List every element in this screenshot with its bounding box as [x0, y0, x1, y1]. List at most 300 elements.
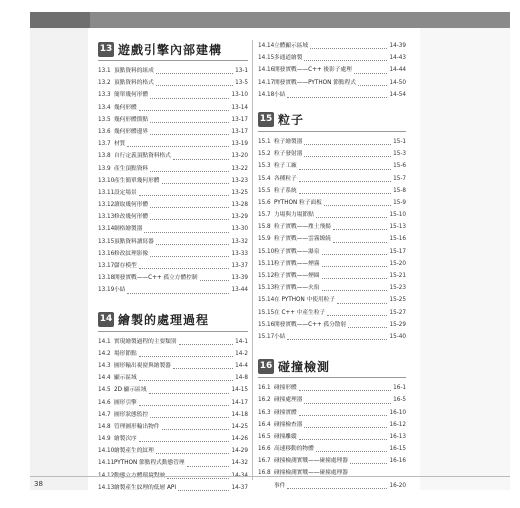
toc-entry-number: 15.3 — [258, 163, 271, 170]
chapter-number-badge: 13 — [98, 42, 114, 57]
toc-entry-title: 圖形狀態監控 — [114, 411, 149, 418]
toc-entry-title: 粒子發射器 — [274, 151, 303, 158]
toc-entry-number: 14.9 — [98, 436, 111, 443]
toc-entry — [98, 421, 248, 433]
toc-entry-title: 自行定義頂點資料格式 — [114, 153, 171, 160]
toc-entry — [258, 331, 406, 343]
toc-entry — [258, 282, 406, 294]
toc-entry-title: 事件 — [274, 482, 286, 489]
dot-leader — [287, 331, 387, 340]
toc-entry-number: 14.7 — [98, 411, 111, 418]
toc-entry-page: 13-30 — [231, 226, 248, 233]
toc-entry-number: 15.15 — [258, 309, 275, 316]
dot-leader — [144, 223, 229, 232]
right-margin — [420, 28, 510, 490]
toc-entry — [258, 233, 406, 245]
toc-entry-page: 15-21 — [389, 273, 406, 279]
toc-entry — [258, 455, 406, 467]
toc-entry-title: 高速移動的物體 — [274, 446, 314, 453]
toc-entry-title: 網格繪製器 — [114, 226, 143, 233]
toc-entry-number: 15.11 — [258, 260, 275, 267]
dot-leader — [150, 89, 229, 98]
dot-leader — [139, 433, 230, 442]
dot-leader — [322, 270, 388, 279]
toc-entry-title: 讀取幾何形體 — [114, 202, 149, 209]
toc-entry-page: 16-1 — [393, 385, 406, 392]
toc-entry — [98, 138, 248, 150]
toc-entry-number: 14.5 — [98, 387, 111, 394]
toc-entry — [98, 163, 248, 175]
toc-entry-title: 在 C++ 中產生粒子 — [274, 309, 326, 316]
dot-leader — [139, 397, 230, 406]
toc-entry — [98, 248, 248, 260]
toc-entry — [258, 294, 406, 306]
toc-entry-page: 15-27 — [389, 309, 406, 316]
toc-entry-number: 14.11 — [98, 460, 115, 467]
toc-entry-page: 13-32 — [231, 238, 248, 245]
toc-entry-title: 簡單幾何形體 — [114, 92, 149, 99]
header-gray-band — [30, 12, 510, 28]
toc-entry-page: 13-22 — [231, 165, 248, 172]
toc-entry-title: 粒子實戰——煙霧 — [274, 260, 320, 267]
toc-list — [258, 40, 406, 101]
toc-entry — [98, 397, 248, 409]
toc-entry-number: 14.2 — [98, 350, 111, 357]
toc-entry — [98, 102, 248, 114]
toc-entry-number: 15.17 — [258, 333, 275, 340]
toc-entry — [258, 419, 406, 431]
toc-entry-number: 13.13 — [98, 214, 115, 221]
toc-entry-number: 15.9 — [258, 236, 271, 243]
toc-entry-title: 修改幾何形體 — [114, 214, 149, 221]
toc-entry-page: 14-17 — [231, 399, 248, 406]
toc-entry-number: 14.6 — [98, 399, 111, 406]
toc-entry — [98, 223, 248, 235]
toc-entry-title: 力場與力場節點 — [274, 212, 314, 219]
dot-leader — [139, 372, 233, 381]
toc-entry-title: 碰撞實體 — [274, 409, 297, 416]
toc-entry — [98, 236, 248, 248]
toc-entry-title: 實現繪製過程的主要類別 — [114, 338, 177, 345]
toc-entry — [98, 150, 248, 162]
toc-entry — [98, 457, 248, 469]
toc-entry-number: 14.10 — [98, 448, 115, 455]
chapter-13-heading — [98, 40, 248, 61]
toc-entry — [258, 480, 406, 492]
toc-entry-page: 13-1 — [235, 68, 248, 74]
toc-entry — [258, 382, 406, 394]
toc-entry-number: 15.13 — [258, 285, 275, 292]
dot-leader — [287, 480, 387, 489]
toc-entry-page: 14-18 — [231, 411, 248, 418]
toc-entry-title: 頂點資料讀寫器 — [114, 238, 154, 245]
toc-entry — [98, 372, 248, 384]
toc-entry-page: 13-10 — [231, 92, 248, 99]
toc-entry-title: 2D 顯示區域 — [114, 387, 147, 394]
dot-leader — [299, 407, 388, 416]
toc-entry-title: 粒子實戰——塵土飛揚 — [274, 224, 331, 231]
dot-leader — [304, 419, 387, 428]
toc-entry-number: 15.2 — [258, 151, 271, 158]
toc-entry-title: 碰撞檢查器 — [274, 421, 303, 428]
chapter-14 — [98, 311, 248, 494]
toc-entry-page: 13-17 — [231, 128, 248, 135]
toc-entry-page: 16-16 — [389, 458, 406, 465]
toc-entry-title: 產生頂點資料 — [114, 165, 149, 172]
dot-leader — [299, 173, 391, 182]
toc-entry-title: 場形節點 — [114, 350, 137, 357]
toc-entry-page: 14-29 — [231, 448, 248, 455]
toc-entry-title: 碰撞形體 — [274, 385, 297, 392]
chapter-16-heading — [258, 357, 406, 378]
toc-entry-number: 13.16 — [98, 250, 115, 257]
dot-leader — [304, 136, 391, 145]
toc-entry — [258, 77, 406, 89]
toc-entry-page: 16-13 — [389, 433, 406, 440]
toc-entry-title: 粒子工廠 — [274, 163, 297, 170]
chapter-title: 繪製的處理過程 — [118, 313, 210, 328]
toc-entry-page: 14-43 — [389, 55, 406, 62]
dot-leader — [358, 77, 388, 86]
toc-entry-page: 14-15 — [231, 387, 248, 394]
toc-list — [98, 65, 248, 297]
dot-leader — [299, 382, 391, 391]
toc-entry-title: 頂點資料的組成 — [114, 68, 154, 74]
toc-entry — [98, 284, 248, 296]
toc-entry-number: 15.16 — [258, 321, 275, 328]
dot-leader — [350, 455, 388, 464]
toc-entry-number: 15.12 — [258, 273, 275, 279]
toc-entry-number: 13.9 — [98, 165, 111, 172]
toc-entry-title: 粒子實戰——雲霧繚繞 — [274, 236, 331, 243]
dot-leader — [304, 52, 387, 61]
toc-entry-number: 13.10 — [98, 177, 115, 184]
toc-entry — [258, 394, 406, 406]
dot-leader — [139, 260, 230, 269]
toc-entry — [98, 65, 248, 77]
dot-leader — [150, 126, 229, 135]
toc-entry-page: 14-4 — [235, 362, 248, 369]
toc-list — [98, 336, 248, 494]
toc-entry — [258, 209, 406, 221]
toc-entry-page: 15-10 — [389, 212, 406, 219]
toc-entry — [258, 270, 406, 282]
dot-leader — [150, 211, 229, 220]
dot-leader — [333, 233, 388, 242]
dot-leader — [322, 282, 388, 291]
toc-entry — [98, 482, 248, 494]
toc-right-column — [258, 40, 406, 506]
toc-entry-title: 幾何形體節點 — [114, 116, 149, 123]
page-number: 38 — [34, 480, 43, 488]
toc-entry-number: 13.15 — [98, 238, 115, 245]
dot-leader — [179, 336, 234, 345]
toc-entry — [98, 260, 248, 272]
toc-entry-number: 13.14 — [98, 226, 115, 233]
toc-entry-title: 碰撞檢測實戰——碰撞處理器 — [274, 458, 348, 465]
toc-entry-title: 在 PYTHON 中使用粒子 — [274, 297, 336, 304]
toc-entry-page: 15-8 — [393, 187, 406, 194]
chapter-number-badge: 16 — [258, 359, 274, 374]
toc-entry-title: 繪製產生的紋理 — [114, 448, 154, 455]
toc-entry-page: 15-1 — [393, 138, 406, 145]
dot-leader — [149, 384, 230, 393]
toc-entry — [258, 185, 406, 197]
toc-entry — [98, 272, 248, 284]
toc-entry-number: 13.2 — [98, 80, 111, 87]
dot-leader — [167, 470, 229, 479]
toc-entry-page: 13-17 — [231, 116, 248, 123]
toc-entry-page: 14-32 — [231, 460, 248, 467]
dot-leader — [150, 409, 229, 418]
dot-leader — [150, 199, 229, 208]
toc-entry-page: 14-44 — [389, 67, 406, 74]
dot-leader — [139, 102, 230, 111]
toc-entry-number: 14.3 — [98, 362, 111, 369]
toc-entry-title: 碰撞檢測實戰——碰撞處理器 — [274, 470, 348, 477]
toc-entry-number: 15.14 — [258, 297, 275, 304]
toc-entry — [258, 221, 406, 233]
toc-entry-page: 13-29 — [231, 214, 248, 221]
toc-entry-title: 粒子實戰——瀑泉 — [274, 248, 320, 255]
toc-entry-title: 粒子系統 — [274, 187, 297, 194]
toc-entry-number: 13.18 — [98, 275, 115, 282]
toc-entry-title: 小結 — [274, 333, 286, 340]
toc-entry-page: 14-25 — [231, 423, 248, 430]
toc-entry-page: 15-3 — [393, 151, 406, 158]
chapter-title: 碰撞檢測 — [278, 359, 331, 374]
dot-leader — [173, 360, 233, 369]
toc-entry — [98, 433, 248, 445]
toc-entry — [98, 89, 248, 101]
toc-entry-number: 14.8 — [98, 423, 111, 430]
toc-entry-title: 粒子實戰——火焰 — [274, 285, 320, 292]
toc-entry-page: 16-15 — [389, 446, 406, 453]
toc-entry — [258, 160, 406, 172]
toc-list — [258, 136, 406, 343]
toc-entry-page: 13-20 — [231, 153, 248, 160]
chapter-title: 粒子 — [278, 113, 305, 128]
dot-leader — [178, 482, 229, 491]
toc-entry-number: 16.2 — [258, 397, 271, 404]
header-band — [0, 0, 520, 28]
dot-leader — [156, 77, 233, 86]
toc-entry-number: 14.13 — [98, 484, 115, 491]
toc-entry-title: 幾何形體邊界 — [114, 128, 149, 135]
toc-entry-number: 13.1 — [98, 68, 111, 74]
toc-entry-title: 開發實戰——C++ 孤立方體控制 — [114, 275, 198, 282]
toc-entry-number: 14.14 — [258, 43, 275, 49]
toc-entry-number: 14.15 — [258, 55, 275, 62]
dot-leader — [316, 209, 388, 218]
toc-entry-title: 立體顯示區域 — [274, 43, 309, 49]
dot-leader — [299, 185, 391, 194]
toc-entry-number: 15.4 — [258, 175, 271, 182]
toc-entry — [258, 407, 406, 419]
toc-entry-title: 動態立方體環境對映 — [114, 472, 166, 479]
dot-leader — [333, 221, 388, 230]
header-dark-accent — [30, 12, 90, 28]
toc-entry — [258, 431, 406, 443]
footer-rule — [30, 476, 510, 477]
dot-leader — [187, 457, 230, 466]
toc-entry-page: 15-16 — [389, 236, 406, 243]
toc-left-column — [98, 40, 248, 508]
toc-entry-page: 15-23 — [389, 285, 406, 292]
toc-entry-page: 16-5 — [393, 397, 406, 404]
toc-entry-title: 圖形引擎 — [114, 399, 137, 406]
toc-entry — [258, 443, 406, 455]
toc-entry — [98, 114, 248, 126]
toc-entry-title: 頂點資料的格式 — [114, 80, 154, 87]
toc-entry-number: 13.7 — [98, 141, 111, 148]
toc-entry-number: 16.1 — [258, 385, 271, 392]
toc-entry-number: 13.12 — [98, 202, 115, 209]
toc-entry-title: 修改紋理影像 — [114, 250, 149, 257]
toc-entry-title: 碰撞離縱 — [274, 433, 297, 440]
toc-entry-page: 14-1 — [235, 338, 248, 345]
toc-entry-number: 15.1 — [258, 138, 271, 145]
toc-entry — [98, 445, 248, 457]
toc-entry — [98, 360, 248, 372]
toc-entry-page: 14-37 — [231, 484, 248, 491]
toc-entry-page: 13-39 — [231, 275, 248, 282]
toc-entry-page: 13-23 — [231, 177, 248, 184]
toc-entry-page: 13-33 — [231, 250, 248, 257]
toc-entry — [258, 319, 406, 331]
toc-entry-number: 15.6 — [258, 199, 271, 206]
toc-entry-page: 14-34 — [231, 472, 248, 479]
toc-entry-page: 14-2 — [235, 350, 248, 357]
toc-entry-title: 各種粒子 — [274, 175, 297, 182]
dot-leader — [156, 236, 230, 245]
dot-leader — [139, 348, 233, 357]
dot-leader — [327, 307, 387, 316]
dot-leader — [287, 89, 387, 98]
toc-entry-page: 13-5 — [235, 80, 248, 87]
toc-entry-number: 13.5 — [98, 116, 111, 123]
dot-leader — [200, 272, 230, 281]
toc-entry-title: 多通道繪製 — [274, 55, 303, 62]
toc-entry-page: 14-8 — [235, 375, 248, 382]
dot-leader — [150, 163, 229, 172]
toc-entry-number: 14.18 — [258, 91, 275, 98]
toc-entry-number: 15.5 — [258, 187, 271, 194]
toc-entry-page: 15-13 — [389, 224, 406, 231]
toc-entry-page: 13-44 — [231, 287, 248, 294]
toc-entry — [258, 173, 406, 185]
toc-entry-page: 16-12 — [389, 421, 406, 428]
toc-entry-title: 開發實戰——PYTHON 節點程式 — [274, 79, 356, 86]
toc-entry-title: 儲存模型 — [114, 263, 137, 269]
dot-leader — [322, 258, 388, 267]
left-margin — [30, 28, 88, 490]
toc-entry-page: 15-6 — [393, 163, 406, 170]
toc-entry-number: 16.7 — [258, 458, 271, 465]
chapter-13 — [98, 40, 248, 297]
toc-entry-number: 13.3 — [98, 92, 111, 99]
dot-leader — [310, 40, 387, 49]
toc-entry — [258, 136, 406, 148]
toc-entry-title: 小結 — [114, 287, 126, 294]
toc-entry-page: 13-19 — [231, 141, 248, 148]
toc-entry-page: 14-39 — [389, 43, 406, 49]
dot-leader — [162, 175, 230, 184]
toc-entry — [258, 52, 406, 64]
toc-entry-page: 13-14 — [231, 104, 248, 111]
toc-entry-page: 13-28 — [231, 202, 248, 209]
toc-entry-page: 14-26 — [231, 436, 248, 443]
toc-entry-number: 13.19 — [98, 287, 115, 294]
toc-entry-title: 管理圖形輸出物件 — [114, 423, 160, 430]
toc-entry — [98, 126, 248, 138]
toc-entry-title: 繪製次序 — [114, 436, 137, 443]
chapter-number-badge: 14 — [98, 312, 114, 327]
toc-entry-number: 16.6 — [258, 446, 271, 453]
toc-entry-title: 繪製產生紋理的低層 API — [114, 484, 176, 491]
toc-entry — [258, 307, 406, 319]
toc-entry-title: 圖形輸出視窗與繪製器 — [114, 362, 171, 369]
toc-entry-number: 15.8 — [258, 224, 271, 231]
dot-leader — [127, 284, 229, 293]
chapter-15-heading — [258, 111, 406, 132]
toc-entry — [258, 467, 406, 479]
toc-entry-title: 材質 — [114, 141, 126, 148]
toc-entry-number: 16.3 — [258, 409, 271, 416]
dot-leader — [304, 148, 391, 157]
chapter-15 — [258, 111, 406, 343]
toc-entry-number: 16.8 — [258, 470, 271, 477]
dot-leader — [150, 114, 229, 123]
dot-leader — [127, 138, 229, 147]
toc-entry-number: 13.17 — [98, 263, 115, 269]
toc-entry-title: PYTHON 節點程式動態管理 — [114, 460, 185, 467]
toc-entry-number: 14.4 — [98, 375, 111, 382]
toc-entry-page: 16-20 — [389, 482, 406, 489]
toc-entry-title: 設定場景 — [114, 189, 137, 196]
dot-leader — [139, 187, 230, 196]
toc-entry — [258, 64, 406, 76]
column-divider — [252, 40, 253, 480]
dot-leader — [173, 150, 230, 159]
toc-entry-page: 13-25 — [231, 189, 248, 196]
dot-leader — [324, 197, 391, 206]
dot-leader — [322, 246, 388, 255]
toc-entry-number: 14.17 — [258, 79, 275, 86]
toc-entry-number: 13.8 — [98, 153, 111, 160]
dot-leader — [337, 294, 387, 303]
toc-entry-title: 開發實戰——C++ 孤分散射 — [274, 321, 347, 328]
toc-entry — [98, 211, 248, 223]
toc-entry-title: 碰撞處理器 — [274, 397, 303, 404]
toc-entry-number: 13.4 — [98, 104, 111, 111]
toc-entry — [258, 148, 406, 160]
toc-entry-title: 產生簡單幾何形體 — [114, 177, 160, 184]
toc-entry-page: 15-29 — [389, 321, 406, 328]
toc-entry-title: 顯示區域 — [114, 375, 137, 382]
dot-leader — [348, 319, 387, 328]
toc-entry-page: 15-17 — [389, 248, 406, 255]
toc-entry-page: 15-25 — [389, 297, 406, 304]
chapter-title: 遊戲引擎內部建構 — [118, 42, 223, 57]
toc-entry-title: 開發實戰——C++ 後影子處理 — [274, 67, 352, 74]
toc-entry-title: 粒子繪製器 — [274, 138, 303, 145]
toc-entry-title: 小結 — [274, 91, 286, 98]
chapter-14-continued — [258, 40, 406, 101]
toc-entry — [258, 246, 406, 258]
toc-entry — [98, 409, 248, 421]
toc-entry-title: PYTHON 粒子面板 — [274, 199, 322, 206]
